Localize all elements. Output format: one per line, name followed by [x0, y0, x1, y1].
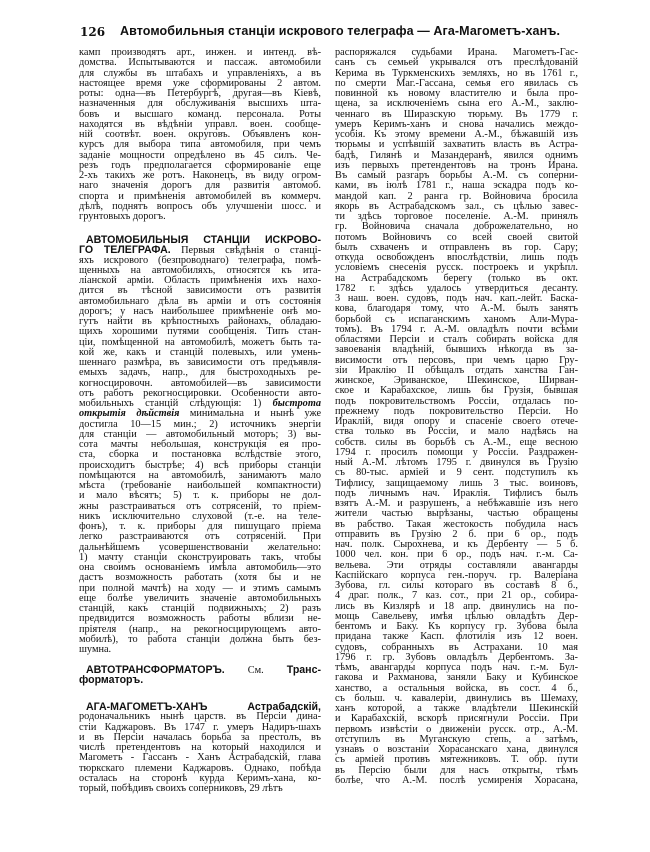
text-run: емыхъ задачъ, напр., для быстроходныхъ ре-: [79, 367, 321, 379]
text-run: томъ). Въ 1794 г. А.-М. овладѣлъ почти всѣми: [335, 323, 578, 335]
text-run: 1) мачту станціи сконструировать такъ, чтобы: [79, 551, 321, 563]
text-line: [79, 170, 321, 180]
text-run: бентомъ и Баку. Къ корпусу гр. Зубова была: [335, 621, 578, 632]
text-line: [79, 460, 321, 470]
text-line: [335, 447, 578, 457]
text-run: мобильныхъ станцій слѣдующія: 1): [79, 398, 273, 409]
text-run: помѣщаются на автомобилѣ, занимаютъ мало: [79, 469, 321, 481]
text-run: отступилъ въ Муганскую степь, а затѣмъ,: [335, 733, 578, 745]
text-line: [79, 98, 321, 108]
text-run: въ Персію были для насъ открыты, тѣмъ: [335, 764, 578, 776]
text-run: родоначальникъ нынѣ царств. въ Персіи дина-: [79, 711, 321, 723]
text-run: происходитъ быстрѣе; 4) всѣ приборы станціи: [79, 459, 321, 471]
text-run: жители частью вырѣзаны, частью обращены: [335, 508, 578, 520]
paragraph: [79, 47, 321, 221]
text-run: еще болѣе увеличить значеніе автомобильныхъ: [79, 592, 321, 604]
text-run: лись въ Кизлярѣ и 18 апр. двинулись на по-: [335, 600, 578, 612]
text-line: [79, 664, 321, 674]
text-run: бадѣ, Гилянѣ и Мазандеранѣ, явился однимъ: [335, 149, 578, 161]
text-line: [335, 621, 578, 631]
text-run: осталась на сторонѣ курда Керимъ-хана, ко-: [79, 772, 321, 784]
text-line: [79, 490, 321, 500]
text-line: [79, 326, 321, 336]
text-line: [335, 478, 578, 488]
text-line: [79, 296, 321, 306]
text-run: 1796 г. гр. Зубовъ овладѣлъ Дербентомъ. За-: [335, 651, 578, 663]
text-line: [335, 467, 578, 477]
bold-heading-run: Транс-: [286, 664, 321, 676]
text-run: по смерти Маг.-Гассана, семья его явилась съ: [335, 77, 578, 89]
text-line: [79, 234, 321, 244]
text-run: она своимъ основаніемъ имѣла автомобиль—это: [79, 562, 321, 573]
bold-heading-run: АВТОТРАНСФОРМАТОРЪ.: [86, 664, 225, 676]
text-run: легко разстраиваются отъ сотрясеній. При: [79, 531, 321, 543]
text-run: тюрьмы и успѣвшій захватить власть въ Астра-: [335, 139, 578, 151]
text-run: ками, въ іюлѣ 1781 г., наша эскадра подъ ко-: [335, 180, 578, 192]
text-run: шеннаго размѣра, въ зависимости отъ предъявля-: [79, 357, 321, 368]
text-line: [335, 211, 578, 221]
text-line: [335, 355, 578, 365]
text-line: [335, 508, 578, 518]
text-run: назначенныя для обслуживанія высшихъ шта-: [79, 98, 321, 110]
text-run: ханство, а остальныя войска, въ сост. 4 б.,: [335, 682, 578, 694]
text-run: при полной мачтѣ) на ходу — и этимъ самымъ: [79, 582, 321, 594]
text-line: [79, 47, 321, 57]
text-run: мощь Савельеву, имѣя цѣлью овладѣть Дер-: [335, 610, 578, 622]
text-line: [335, 406, 578, 416]
text-run: жны разстраиваться отъ сотрясеній, то пріем-: [79, 500, 321, 512]
text-run: гр. Войновича сначала доброжелательно, но: [335, 221, 578, 233]
text-run: 1782 г. здѣсь удалось утвердиться десанту.: [335, 282, 578, 294]
text-run: былъ схваченъ и отправленъ въ гор. Сару;: [335, 241, 578, 253]
text-run: областями Персіи и сталъ собирать войска для: [335, 334, 578, 345]
text-run: Тифлису, защищаемому лишь 3 тыс. воиновъ,: [335, 477, 578, 489]
text-run: щена, за исключеніемъ сына его А.-М., заклю-: [335, 98, 578, 110]
text-run: потомъ Войновичъ со всей своей свитой: [335, 231, 578, 243]
text-run: Каспійскаго корпуса ген.-поруч. гр. Валеріана: [335, 569, 578, 581]
text-line: [335, 519, 578, 529]
text-line: [335, 191, 578, 201]
text-run: распоряжался судьбами Ирана. Магометъ-Гас-: [335, 47, 578, 58]
text-run: мѣста (требованіе наибольшей компактности): [79, 480, 321, 491]
text-line: [335, 396, 578, 406]
text-run: мобилѣ), то работа станціи должна быть без-: [79, 633, 321, 645]
text-line: [335, 365, 578, 375]
text-run: ліанской арміи. Область примѣненія ихъ нахо-: [79, 275, 321, 286]
text-run: мандой кап. 2 ранга гр. Войновича бросила: [335, 190, 578, 202]
text-run: взятъ А.-М. и разрушенъ, а небѣжавшіе изъ него: [335, 498, 578, 509]
text-line: [335, 426, 578, 436]
text-run: стіи Каджаровъ. Въ 1747 г. умеръ Надиръ-шахъ: [79, 721, 321, 733]
paragraph: [79, 234, 321, 654]
bold-heading-run: ГО ТЕЛЕГРАФА.: [79, 244, 171, 257]
text-line: [335, 765, 578, 775]
text-line: [335, 47, 578, 57]
text-run: фонъ), т. к. приборы для пишущаго пріема: [79, 521, 321, 532]
text-line: [335, 119, 578, 129]
text-line: [79, 439, 321, 449]
text-run: повинной къ новому властителю и была про-: [335, 88, 578, 99]
text-line: [79, 244, 322, 257]
text-line: [79, 711, 321, 721]
text-run: предвидится возможность работы вблизи не-: [79, 613, 321, 625]
text-run: 1000 чел. кон. при 6 ор., подъ нач. г.-м. Са-: [335, 549, 578, 561]
paragraph: [335, 47, 578, 785]
text-run: Ираклій, видя опору и спасеніе своего отече-: [335, 416, 578, 427]
text-line: [335, 498, 578, 508]
text-run: числѣ претендентовъ на который находился и: [79, 742, 321, 753]
text-line: [335, 549, 578, 559]
text-line: [335, 375, 578, 385]
text-line: [79, 722, 321, 732]
text-line: [79, 119, 321, 129]
text-line: [335, 642, 578, 652]
text-line: [79, 357, 321, 367]
text-run: отъ работъ рекогносцировки. Особенности авто-: [79, 387, 321, 399]
text-line: [79, 470, 321, 480]
text-run: ти здѣсь торговое поселеніе. А.-М. принялъ: [335, 211, 578, 222]
text-run: тюркскаго племени Каджаровъ. Однако, побѣда: [79, 762, 321, 774]
text-line: [335, 68, 578, 78]
text-run: 3 наш. воен. судовъ, подъ нач. кап.-лейт. Баска-: [335, 293, 578, 304]
text-line: [79, 150, 321, 160]
text-run: гутъ найти въ крѣпостныхъ районахъ, обладаю-: [79, 316, 321, 327]
text-run: собств. силы въ борьбѣ съ А.-М., еще весною: [335, 436, 578, 448]
text-line: [335, 150, 578, 160]
text-line: [79, 191, 321, 201]
text-line: [335, 580, 578, 590]
text-line: [335, 283, 578, 293]
text-run: борьбой съ испаганскимъ ханомъ Али-Мура-: [335, 313, 578, 325]
text-run: Зубова, гл. силы котораго въ составѣ 8 б.,: [335, 580, 578, 591]
italic-run: быстрота: [272, 398, 321, 409]
text-line: [335, 252, 578, 262]
text-line: [79, 449, 321, 459]
bold-heading-run: АВТОМОБИЛЬНЫЯ СТАНЦІИ ИСКРОВО-: [86, 234, 321, 246]
text-line: [335, 539, 578, 549]
text-run: болѣе, что А.-М. послѣ усмиренія Хорасана,: [335, 774, 578, 786]
text-line: [79, 480, 321, 490]
text-run: отправить въ Грузію 2 б. при 6 ор., подъ: [335, 528, 578, 540]
text-line: [335, 139, 578, 149]
text-line: [79, 57, 321, 67]
page-number: 126: [80, 25, 106, 39]
text-run: 2-хъ такихъ же ротъ. Наконецъ, въ виду огром-: [79, 170, 321, 181]
text-run: резъ годъ предполагается сформированіе еще: [79, 159, 321, 171]
text-run: судовъ, собранныхъ въ Астрахани. 10 мая: [335, 641, 578, 653]
text-line: [79, 367, 321, 377]
text-run: никъ исключительно слуховой (т.-е. на теле-: [79, 510, 321, 522]
text-line: [79, 732, 321, 742]
italic-run: открытія дѣйствія: [79, 408, 180, 420]
text-line: [79, 88, 321, 98]
text-line: [335, 170, 578, 180]
text-line: [79, 316, 321, 326]
text-line: [79, 211, 321, 221]
text-line: [335, 129, 578, 139]
text-run: наго значенія дорогъ для развитія автомоб.: [79, 180, 321, 192]
text-line: [79, 160, 321, 170]
text-line: [335, 672, 578, 682]
text-run: вельева. Эти отряды составляли авангарды: [335, 559, 578, 571]
text-line: [79, 129, 321, 139]
text-line: [79, 78, 321, 88]
text-line: [335, 631, 578, 641]
text-line: [79, 429, 321, 439]
text-line: [79, 562, 321, 572]
text-line: [79, 701, 321, 711]
text-line: [335, 601, 578, 611]
text-line: [79, 572, 321, 582]
text-line: [79, 68, 321, 78]
text-run: спорта и примѣненія автомобилей въ коммерч.: [79, 190, 321, 202]
text-run: зіи Ираклію II обѣщалъ отдать ханства Ган-: [335, 364, 578, 376]
text-line: [335, 221, 578, 231]
text-line: [79, 634, 321, 644]
text-line: [79, 531, 321, 541]
text-run: дѣлѣ, поднятъ вопросъ объ улучшеніи шосс. и: [79, 200, 321, 212]
text-run: откуда освобожденъ впослѣдствіи, лишь подъ: [335, 252, 578, 263]
running-title: Автомобильныя станціи искрового телеграфа — Ага-Магометъ-ханъ.: [120, 24, 561, 38]
text-run: Первыя свѣдѣнія о станці-: [170, 245, 322, 257]
text-line: [335, 242, 578, 252]
text-line: [335, 775, 578, 785]
text-line: [79, 378, 321, 388]
text-run: ціи, помѣщенной на автомобилѣ, можетъ быть та-: [79, 336, 321, 348]
text-run: узнавъ о возстаніи Хорасанскаго хана, двинулся: [335, 744, 578, 755]
text-run: для службы въ штабахъ и управленіяхъ, а въ: [79, 67, 321, 79]
text-line: [335, 416, 578, 426]
paragraph: [79, 664, 321, 685]
text-line: [79, 337, 321, 347]
text-run: ный А.-М. лѣтомъ 1795 г. двинулся въ Грузію: [335, 457, 578, 468]
text-line: [79, 275, 321, 285]
text-run: подъ личнымъ нач. Ираклія. Тифлисъ былъ: [335, 487, 578, 499]
text-run: шумна.: [79, 644, 112, 655]
text-run: изъ первыхъ претендентовъ на тронъ Ирана.: [335, 159, 578, 171]
paragraph: [79, 701, 321, 793]
text-run: и Карабахскій, вскорѣ присягнули Россіи. При: [335, 713, 578, 725]
text-run: умеръ Керимъ-ханъ и снова начались междо-: [335, 118, 578, 130]
text-run: гакова и Рахманова, заняли Баку и Кубинское: [335, 672, 578, 684]
text-line: [79, 201, 321, 211]
bold-heading-run: форматоръ.: [79, 674, 144, 687]
text-line: [335, 385, 578, 395]
text-run: санъ съ семьей укрывался отъ преслѣдованій: [335, 57, 578, 69]
text-line: [79, 255, 321, 265]
text-run: съ больш. ч. кавалеріи, двинулись въ Шемаху,: [335, 692, 578, 704]
text-line: [79, 542, 321, 552]
text-line: [79, 763, 321, 773]
text-line: [335, 488, 578, 498]
text-run: придана также Касп. флотилія изъ 12 воен.: [335, 631, 578, 643]
text-run: ченнаго въ Ширазскую тюрьму. Въ 1779 г.: [335, 108, 578, 120]
text-run: съ арміей противъ мятежниковъ. Т. обр. пути: [335, 754, 578, 766]
text-run: камп производятъ арт., инжен. и интенд. вѣ-: [79, 47, 321, 58]
text-line: [79, 521, 321, 531]
text-line: [79, 583, 321, 593]
text-run: ское и Карабахское, лишь бы Грузія, бывшая: [335, 385, 578, 397]
text-line: [79, 109, 321, 119]
text-run: подъ покровительствомъ Россіи, отдалась по-: [335, 395, 578, 407]
text-run: завоеванія владѣній, бывшихъ нѣкогда въ за-: [335, 344, 578, 356]
text-run: якорь въ Астрабадскомъ зал., съ цѣлью завес-: [335, 200, 578, 212]
text-line: [335, 88, 578, 98]
text-run: съ 80-тыс. арміей и 9 сент. подступилъ къ: [335, 467, 578, 479]
text-line: [79, 644, 321, 654]
text-line: [335, 344, 578, 354]
text-line: [335, 560, 578, 570]
text-line: [335, 232, 578, 242]
text-line: [335, 724, 578, 734]
text-run: жинское, Эриванское, Шекинское, Ширван-: [335, 375, 578, 386]
text-run: ній соотвѣт. воен. округовъ. Объявленъ кон-: [79, 129, 321, 140]
text-line: [335, 754, 578, 764]
text-run: первомъ извѣстіи о движеніи русск. отр., А.-М.: [335, 723, 578, 735]
text-line: [335, 590, 578, 600]
text-run: яхъ искрового (безпроводнаго) телеграфа, помѣ-: [79, 254, 321, 266]
text-run: прежнему подъ покровительство Персіи. Но: [335, 405, 578, 417]
text-run: автомобильнаго дѣла въ арміи и отъ состоянія: [79, 295, 321, 307]
text-line: [335, 324, 578, 334]
text-run: минимальна и нынѣ уже: [179, 408, 322, 420]
text-run: ханъ которой, а также владѣтели Шекинскій: [335, 703, 578, 714]
text-line: [335, 611, 578, 621]
text-line: [335, 78, 578, 88]
text-line: [79, 752, 321, 762]
text-line: [79, 501, 321, 511]
text-run: курсъ для выбора типа автомобиля, при чемъ: [79, 139, 321, 151]
text-run: щихъ хорошими путями сообщенія. Типъ стан-: [79, 326, 321, 338]
text-line: [79, 347, 321, 357]
text-run: роты: одна—въ Петербургѣ, другая—въ Кіевѣ,: [79, 88, 321, 99]
text-line: [335, 457, 578, 467]
text-line: [335, 262, 578, 272]
text-line: [79, 398, 321, 408]
text-run: торый, побѣдивъ своихъ соперниковъ, 29 лѣтъ: [79, 783, 283, 794]
text-run: дится въ тѣсной зависимости отъ развитія: [79, 285, 321, 297]
text-run: усобія. Къ этому времени А.-М., бѣжавшій изъ: [335, 129, 578, 140]
text-run: ства только въ Россіи, и мало надѣясь на: [335, 426, 578, 438]
text-line: [335, 160, 578, 170]
text-line: [79, 306, 321, 316]
text-run: См.: [224, 665, 287, 676]
text-run: бовъ и высшаго команд. персонала. Роты: [79, 108, 321, 120]
text-run: настоящее время уже сформированы 2 автом.: [79, 77, 321, 89]
text-line: [335, 303, 578, 313]
text-line: [335, 109, 578, 119]
text-line: [335, 314, 578, 324]
text-line: [335, 98, 578, 108]
text-run: ста, сборка и постановка вслѣдствіе этого,: [79, 449, 321, 461]
text-line: [335, 652, 578, 662]
text-line: [79, 139, 321, 149]
text-run: грунтовыхъ дорогъ.: [79, 211, 166, 222]
text-line: [335, 570, 578, 580]
text-run: находятся въ вѣдѣніи управл. воен. сообще-: [79, 118, 321, 130]
text-line: [79, 613, 321, 623]
text-line: [335, 180, 578, 190]
text-line: [79, 265, 321, 275]
text-line: [335, 662, 578, 672]
text-line: [335, 334, 578, 344]
text-line: [335, 703, 578, 713]
text-line: [79, 624, 321, 634]
text-line: [335, 683, 578, 693]
text-run: 1794 г. просилъ помощи у Россіи. Раздражен-: [335, 446, 578, 458]
text-run: въ рабство. Такая жестокость побудила насъ: [335, 518, 578, 530]
text-line: [79, 552, 321, 562]
text-run: сота мачты небольшая, конструкція ея про-: [79, 439, 321, 450]
text-line: [79, 408, 321, 418]
text-line: [79, 593, 321, 603]
text-run: заданіе мощности опредѣлено въ 45 силъ. Че-: [79, 149, 321, 161]
text-run: когносцировочн. автомобилей—въ зависимости: [79, 377, 321, 389]
text-line: [335, 57, 578, 67]
text-run: достигла 10—15 мин.; 2) источникъ энергіи: [79, 418, 321, 430]
text-run: нач. полк. Сырохнева, и къ Дербенту — 5 б.: [335, 539, 578, 550]
text-line: [335, 693, 578, 703]
text-line: [79, 419, 321, 429]
text-run: Въ самый разгаръ борьбы А.-М. съ соперни-: [335, 170, 578, 181]
text-run: кой же, какъ и станцій полевыхъ, или умень-: [79, 346, 321, 358]
text-run: и въ Персіи началась борьба за престолъ, въ: [79, 731, 321, 743]
text-line: [79, 285, 321, 295]
text-line: [335, 293, 578, 303]
text-line: [335, 713, 578, 723]
text-run: пріятеля (напр., на рекогносцирующемъ авто-: [79, 623, 321, 635]
text-line: [79, 742, 321, 752]
text-run: щенныхъ на автомобиляхъ, относятся къ ита-: [79, 264, 321, 276]
text-run: домства. Испытываются и пассаж. автомобили: [79, 57, 321, 69]
bold-heading-run: АГА-МАГОМЕТЪ-ХАНЪ Астрабадскій,: [86, 701, 321, 713]
text-run: Керима въ Туркменскихъ земляхъ, но въ 1761 г.,: [335, 67, 578, 79]
text-run: висимости отъ персовъ, при чемъ царю Гру-: [335, 354, 578, 366]
text-run: дорогъ; у насъ наибольшее примѣненіе онѣ мо-: [79, 305, 321, 317]
text-line: [79, 511, 321, 521]
text-run: Магометъ - Гассанъ - Ханъ Астрабадскій, глава: [79, 752, 321, 764]
text-line: [79, 783, 321, 793]
text-line: [335, 529, 578, 539]
text-run: дальнѣйшемъ усовершенствованіи желательно:: [79, 541, 321, 553]
text-line: [79, 773, 321, 783]
text-line: [335, 437, 578, 447]
text-run: условіемъ снесенія русск. построекъ и укрѣпл.: [335, 262, 578, 274]
text-line: [79, 603, 321, 613]
text-run: дастъ возможность работать (хотя бы и не: [79, 572, 321, 584]
text-run: тѣмъ, авангарды корпуса подъ нач. г.-м. Бул-: [335, 662, 578, 673]
text-line: [79, 180, 321, 190]
text-line: [79, 388, 321, 398]
text-run: станцій, какъ станцій подвижныхъ; 2) разъ: [79, 603, 321, 614]
text-run: кова, благодаря тому, что А.-М. былъ занятъ: [335, 303, 578, 315]
text-line: [335, 734, 578, 744]
text-run: для станціи — автомобильный моторъ; 3) вы-: [79, 428, 321, 440]
text-line: [335, 201, 578, 211]
text-line: [335, 744, 578, 754]
text-line: [335, 273, 578, 283]
text-run: на Астрабадскомъ берегу (только въ окт.: [335, 272, 578, 284]
text-run: и мало вѣсятъ; 5) т. к. приборы не дол-: [79, 490, 321, 502]
text-run: 4 драг. полк., 7 каз. сот., при 21 ор., собира-: [335, 590, 578, 602]
